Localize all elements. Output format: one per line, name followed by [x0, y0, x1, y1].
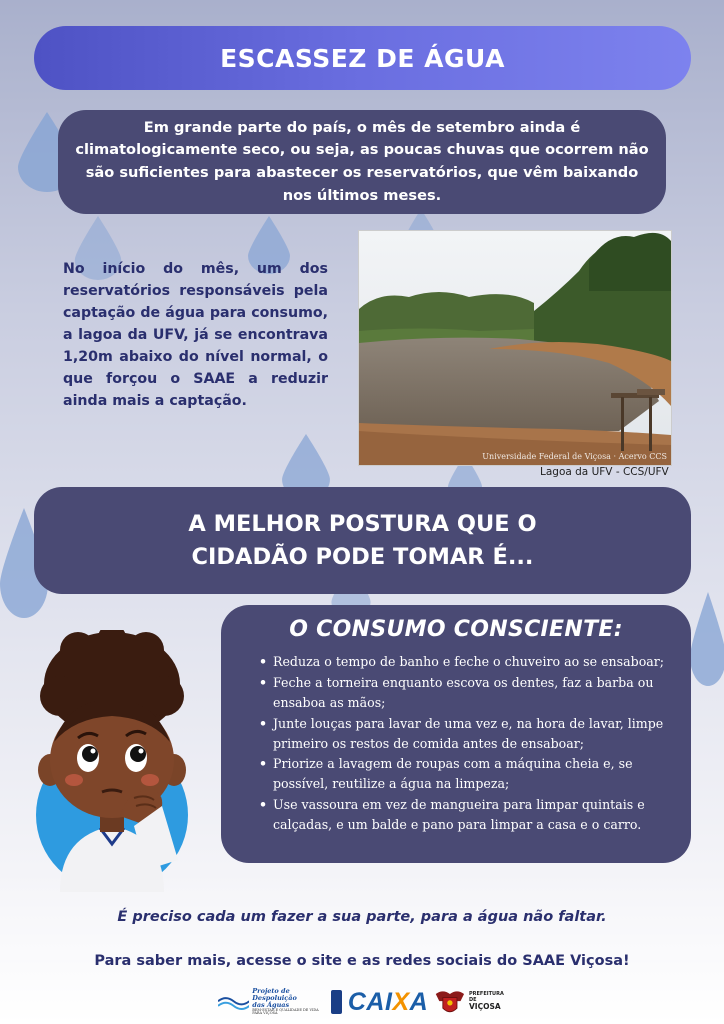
- caixa-logo: [348, 988, 428, 1017]
- photo-watermark: Universidade Federal de Viçosa · Acervo CCS: [482, 452, 667, 461]
- list-item: • Reduza o tempo de banho e feche o chuveiro ao se ensaboar;: [259, 652, 673, 672]
- consumo-title: O CONSUMO CONSCIENTE:: [289, 617, 623, 642]
- list-item: • Use vassoura em vez de mangueira para limpar quintais e calçadas, e um balde e pano para limpar a casa e o carro.: [259, 795, 673, 835]
- prefeitura-line-1: PREFEITURA DE: [469, 991, 504, 1003]
- caixa-text-b: A: [409, 987, 429, 1016]
- consumo-consciente-box: [221, 605, 691, 863]
- postura-line-1: A MELHOR POSTURA QUE O: [188, 510, 537, 537]
- projeto-despoluicao-logo: [218, 988, 325, 1016]
- projeto-line-2: Despoluição: [252, 993, 297, 1002]
- projeto-line-1: Projeto de: [252, 987, 290, 996]
- lagoa-photo: [358, 230, 672, 466]
- coat-of-arms-icon: [434, 987, 466, 1017]
- thinking-girl-illustration: [30, 630, 195, 896]
- saae-logo: [331, 990, 342, 1014]
- caixa-text-a: CAI: [347, 987, 393, 1016]
- lagoa-text: No início do mês, um dos reservatórios responsáveis pela captação de água para consumo, a lagoa da UFV, já se encontrava 1,20m abaixo do nível normal, o que forçou o SAAE a reduzir ainda mais a captação.: [63, 261, 328, 409]
- list-item: • Feche a torneira enquanto escova os dentes, faz a barba ou ensaboa as mãos;: [259, 673, 673, 713]
- page-title: ESCASSEZ DE ÁGUA: [34, 26, 691, 90]
- photo-caption: Lagoa da UFV - CCS/UFV: [540, 466, 669, 478]
- projeto-sub: BEM-ESTAR E QUALIDADE DE VIDA PARA VIÇOSA: [252, 1007, 319, 1016]
- footer-cta: Para saber mais, acesse o site e as redes sociais do SAAE Viçosa!: [94, 953, 630, 969]
- prefeitura-line-2: VIÇOSA: [469, 1002, 501, 1012]
- caixa-text-x: X: [392, 987, 410, 1016]
- footer-message: É preciso cada um fazer a sua parte, para a água não faltar.: [117, 909, 607, 925]
- list-item: • Junte louças para lavar de uma vez e, na hora de lavar, limpe primeiro os restos de comida antes de ensaboar;: [259, 714, 673, 754]
- wave-icon: [218, 991, 249, 1013]
- sponsor-logos: [218, 986, 508, 1018]
- consumo-list: [259, 652, 673, 835]
- list-item: • Priorize a lavagem de roupas com a máquina cheia e, se possível, reutilize a água na limpeza;: [259, 754, 673, 794]
- postura-heading: [34, 487, 691, 594]
- postura-line-2: CIDADÃO PODE TOMAR É...: [191, 543, 534, 570]
- projeto-line-3: das Águas: [252, 1000, 290, 1009]
- prefeitura-vicosa-logo: [434, 987, 508, 1017]
- intro-text: Em grande parte do país, o mês de setembro ainda é climatologicamente seco, ou seja, as poucas chuvas que ocorrem não são suficientes para abastecer os reservatórios, que vêm baixando nos últimos meses.: [58, 110, 666, 214]
- water-drop-icon: [690, 592, 724, 686]
